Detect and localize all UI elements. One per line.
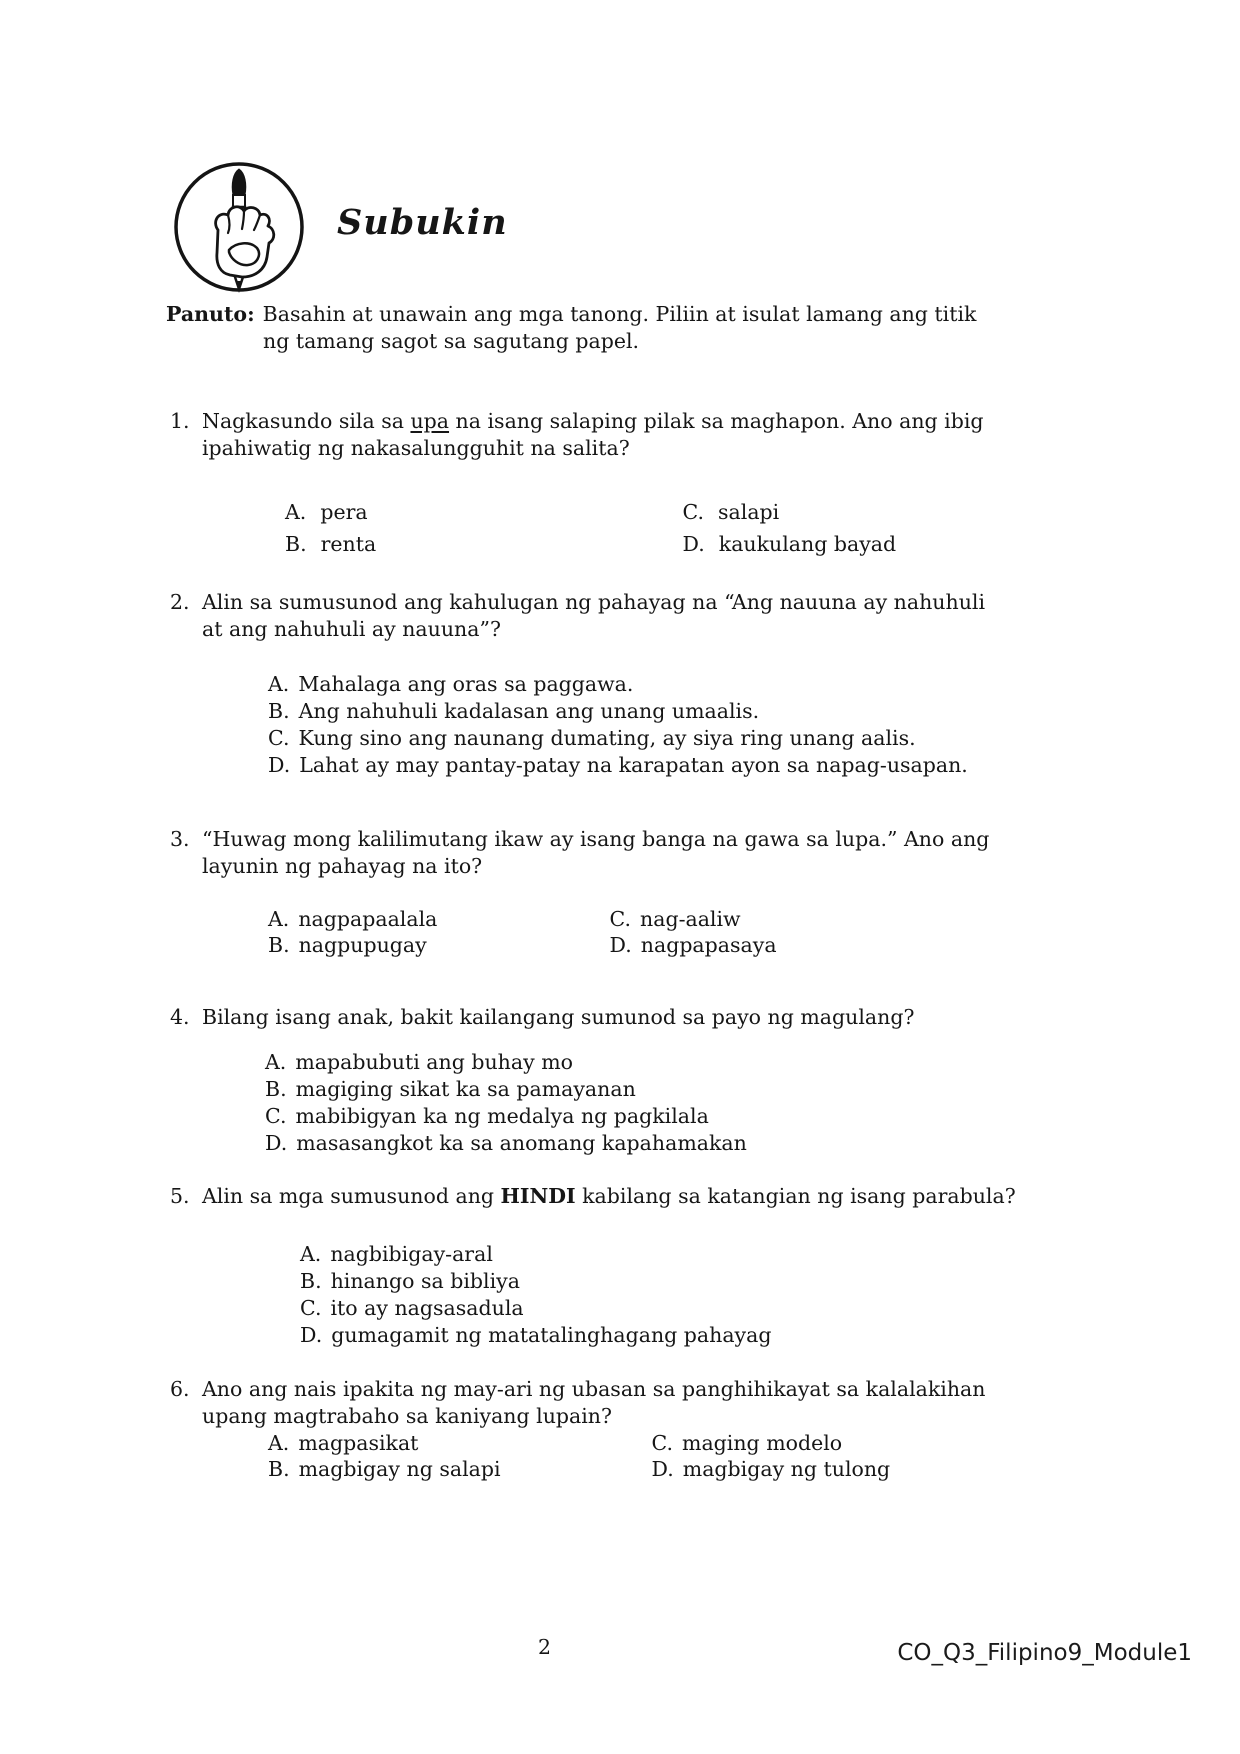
question-2 <box>170 589 1090 779</box>
instructions <box>166 301 1046 355</box>
option-c: C. Kung sino ang naunang dumating, ay siya ring unang aalis. <box>268 726 916 750</box>
options <box>202 499 1090 558</box>
option-b: B. magiging sikat ka sa pamayanan <box>265 1077 636 1101</box>
option-b: B. hinango sa bibliya <box>300 1269 520 1293</box>
option-c: C. maging modelo <box>651 1431 843 1455</box>
option-d: D. nagpapasaya <box>609 933 777 957</box>
option-a: A. mapabubuti ang buhay mo <box>265 1050 573 1074</box>
page-number: 2 <box>538 1635 552 1659</box>
underlined-word: upa <box>410 409 450 433</box>
instructions-label: Panuto: <box>166 302 255 326</box>
option-row <box>268 906 1090 932</box>
option-a: A. Mahalaga ang oras sa paggawa. <box>268 672 634 696</box>
option-a: A. magpasikat <box>268 1431 419 1455</box>
page-title: Subukin <box>337 202 508 243</box>
option-b: B. Ang nahuhuli kadalasan ang unang umaalis. <box>268 699 760 723</box>
question-number: 4. <box>170 1005 190 1029</box>
question-text-line: Nagkasundo sila sa upa na isang salaping pilak sa maghapon. Ano ang ibig <box>202 409 984 433</box>
option-d: D. masasangkot ka sa anomang kapahamakan <box>265 1131 747 1155</box>
question-text-line: at ang nahuhuli ay nauuna”? <box>202 617 501 641</box>
question-text-line: Bilang isang anak, bakit kailangang sumunod sa payo ng magulang? <box>202 1005 915 1029</box>
question-4 <box>170 1004 1090 1157</box>
question-text-line: Alin sa sumusunod ang kahulugan ng pahayag na “Ang nauuna ay nahuhuli <box>202 590 986 614</box>
option-b: B. nagpupugay <box>268 933 427 957</box>
question-3 <box>170 826 1090 958</box>
option-c: C. mabibigyan ka ng medalya ng pagkilala <box>265 1104 709 1128</box>
option-c: C. nag-aaliw <box>609 907 741 931</box>
option-a: A. pera <box>285 500 368 524</box>
option-row <box>268 932 1090 958</box>
question-text-line: upang magtrabaho sa kaniyang lupain? <box>202 1404 612 1428</box>
document-code: CO_Q3_Filipino9_Module1 <box>897 1640 1192 1666</box>
instructions-line: Panuto: Basahin at unawain ang mga tanong. Piliin at isulat lamang ang titik <box>166 302 977 326</box>
option-d: D. gumagamit ng matatalinghagang pahayag <box>300 1323 772 1347</box>
question-1 <box>170 408 1090 563</box>
question-number: 3. <box>170 827 190 851</box>
options <box>202 1241 1090 1349</box>
question-text-line: “Huwag mong kalilimutang ikaw ay isang banga na gawa sa lupa.” Ano ang <box>202 827 990 851</box>
question-number: 6. <box>170 1377 190 1401</box>
option-c: C. ito ay nagsasadula <box>300 1296 524 1320</box>
question-number: 5. <box>170 1184 190 1208</box>
option-row <box>268 1430 1090 1456</box>
option-a: A. nagbibigay-aral <box>300 1242 493 1266</box>
hand-writing-pencil-icon <box>172 160 306 294</box>
option-d: D. magbigay ng tulong <box>651 1457 891 1481</box>
option-row <box>285 531 1090 558</box>
option-c: C. salapi <box>682 500 780 524</box>
question-6 <box>170 1376 1090 1482</box>
options <box>202 1430 1090 1482</box>
question-number: 1. <box>170 409 190 433</box>
question-5 <box>170 1183 1090 1349</box>
option-a: A. nagpapaalala <box>268 907 438 931</box>
question-text-line: ipahiwatig ng nakasalungguhit na salita? <box>202 436 630 460</box>
instructions-line: ng tamang sagot sa sagutang papel. <box>263 329 640 353</box>
options <box>202 671 1090 779</box>
options <box>202 906 1090 958</box>
question-text-line: layunin ng pahayag na ito? <box>202 854 483 878</box>
options <box>202 1049 1090 1157</box>
question-text-line: Ano ang nais ipakita ng may-ari ng ubasan sa panghihikayat sa kalalakihan <box>202 1377 986 1401</box>
option-d: D. kaukulang bayad <box>682 532 897 556</box>
question-text-line: Alin sa mga sumusunod ang HINDI kabilang sa katangian ng isang parabula? <box>202 1184 1016 1208</box>
option-d: D. Lahat ay may pantay-patay na karapatan ayon sa napag-usapan. <box>268 753 968 777</box>
option-row <box>268 1456 1090 1482</box>
option-row <box>285 499 1090 526</box>
option-b: B. renta <box>285 532 377 556</box>
bold-word: HINDI <box>500 1184 576 1208</box>
option-b: B. magbigay ng salapi <box>268 1457 501 1481</box>
question-number: 2. <box>170 590 190 614</box>
